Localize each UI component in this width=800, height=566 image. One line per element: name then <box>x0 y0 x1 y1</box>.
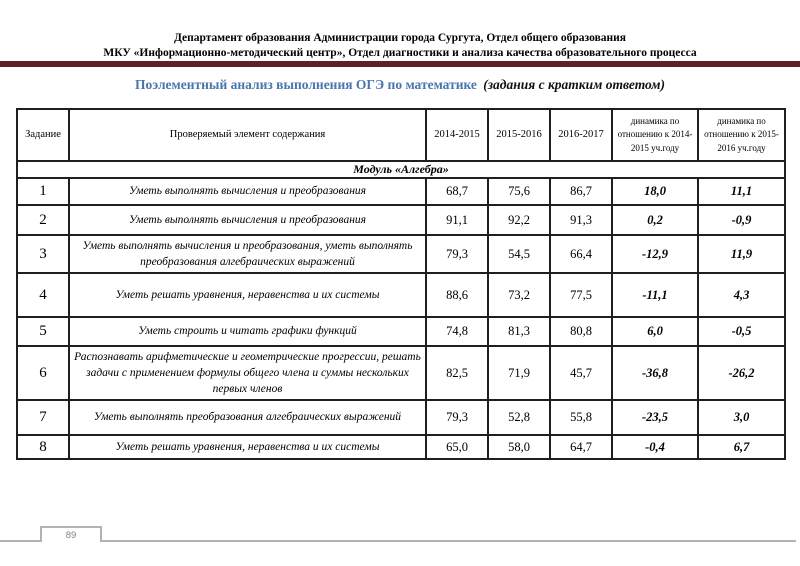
dynamics-vs-2015-2016: -0,9 <box>698 205 785 235</box>
value-2015-2016: 73,2 <box>488 273 550 317</box>
table-row <box>17 400 785 435</box>
page-title-note: (задания с кратким ответом) <box>483 77 666 92</box>
table-row <box>17 346 785 400</box>
table-row <box>17 317 785 346</box>
dynamics-vs-2014-2015: -12,9 <box>612 235 698 273</box>
value-2015-2016: 71,9 <box>488 346 550 400</box>
task-number: 4 <box>17 273 69 317</box>
value-2015-2016: 81,3 <box>488 317 550 346</box>
page-number: 89 <box>65 529 77 541</box>
value-2014-2015: 88,6 <box>426 273 488 317</box>
value-2016-2017: 86,7 <box>550 178 612 205</box>
dynamics-vs-2014-2015: -36,8 <box>612 346 698 400</box>
org-header <box>0 31 800 61</box>
value-2014-2015: 82,5 <box>426 346 488 400</box>
page-title-main: Поэлементный анализ выполнения ОГЭ по математике <box>134 77 477 92</box>
value-2014-2015: 65,0 <box>426 435 488 459</box>
table-row <box>17 435 785 459</box>
task-content: Распознавать арифметические и геометрические прогрессии, решать задачи с применением формулы общего члена и суммы нескольких первых членов <box>69 346 426 400</box>
dynamics-vs-2015-2016: 3,0 <box>698 400 785 435</box>
value-2015-2016: 52,8 <box>488 400 550 435</box>
value-2015-2016: 58,0 <box>488 435 550 459</box>
col-header-year-2016-2017: 2016-2017 <box>550 109 612 161</box>
dynamics-vs-2015-2016: -26,2 <box>698 346 785 400</box>
task-content: Уметь строить и читать графики функций <box>69 317 426 346</box>
dynamics-vs-2014-2015: -23,5 <box>612 400 698 435</box>
task-number: 2 <box>17 205 69 235</box>
footer-divider-line <box>0 540 796 542</box>
dynamics-vs-2014-2015: 6,0 <box>612 317 698 346</box>
value-2014-2015: 79,3 <box>426 235 488 273</box>
task-number: 6 <box>17 346 69 400</box>
col-header-dynamics-2015-2016: динамика по отношению к 2015-2016 уч.году <box>698 109 785 161</box>
section-header-algebra: Модуль «Алгебра» <box>17 161 785 178</box>
value-2015-2016: 54,5 <box>488 235 550 273</box>
dynamics-vs-2014-2015: -11,1 <box>612 273 698 317</box>
page-title <box>0 77 800 93</box>
value-2014-2015: 74,8 <box>426 317 488 346</box>
value-2014-2015: 79,3 <box>426 400 488 435</box>
task-number: 7 <box>17 400 69 435</box>
value-2016-2017: 55,8 <box>550 400 612 435</box>
task-number: 5 <box>17 317 69 346</box>
dynamics-vs-2014-2015: 0,2 <box>612 205 698 235</box>
value-2014-2015: 68,7 <box>426 178 488 205</box>
dynamics-vs-2015-2016: 6,7 <box>698 435 785 459</box>
value-2016-2017: 64,7 <box>550 435 612 459</box>
task-content: Уметь решать уравнения, неравенства и их системы <box>69 273 426 317</box>
value-2016-2017: 45,7 <box>550 346 612 400</box>
org-header-line2: МКУ «Информационно-методический центр», Отдел диагностики и анализа качества образовательного процесса <box>103 47 697 60</box>
analysis-table <box>16 108 786 460</box>
accent-divider-bar <box>0 61 800 67</box>
col-header-year-2015-2016: 2015-2016 <box>488 109 550 161</box>
task-content: Уметь решать уравнения, неравенства и их системы <box>69 435 426 459</box>
dynamics-vs-2014-2015: -0,4 <box>612 435 698 459</box>
value-2016-2017: 77,5 <box>550 273 612 317</box>
col-header-content: Проверяемый элемент содержания <box>69 109 426 161</box>
table-row <box>17 273 785 317</box>
dynamics-vs-2015-2016: 11,9 <box>698 235 785 273</box>
org-header-line1: Департамент образования Администрации города Сургута, Отдел общего образования <box>173 32 627 44</box>
value-2016-2017: 66,4 <box>550 235 612 273</box>
col-header-task: Задание <box>17 109 69 161</box>
dynamics-vs-2015-2016: -0,5 <box>698 317 785 346</box>
task-number: 8 <box>17 435 69 459</box>
table-row <box>17 205 785 235</box>
table-row <box>17 235 785 273</box>
task-content: Уметь выполнять преобразования алгебраических выражений <box>69 400 426 435</box>
task-number: 1 <box>17 178 69 205</box>
table-section-row <box>17 161 785 178</box>
value-2016-2017: 80,8 <box>550 317 612 346</box>
value-2015-2016: 92,2 <box>488 205 550 235</box>
dynamics-vs-2014-2015: 18,0 <box>612 178 698 205</box>
value-2016-2017: 91,3 <box>550 205 612 235</box>
dynamics-vs-2015-2016: 11,1 <box>698 178 785 205</box>
task-content: Уметь выполнять вычисления и преобразования <box>69 178 426 205</box>
task-number: 3 <box>17 235 69 273</box>
dynamics-vs-2015-2016: 4,3 <box>698 273 785 317</box>
task-content: Уметь выполнять вычисления и преобразования, уметь выполнять преобразования алгебраических выражений <box>69 235 426 273</box>
page-number-tab <box>40 526 102 542</box>
task-content: Уметь выполнять вычисления и преобразования <box>69 205 426 235</box>
value-2014-2015: 91,1 <box>426 205 488 235</box>
value-2015-2016: 75,6 <box>488 178 550 205</box>
col-header-dynamics-2014-2015: динамика по отношению к 2014-2015 уч.году <box>612 109 698 161</box>
col-header-year-2014-2015: 2014-2015 <box>426 109 488 161</box>
table-header-row <box>17 109 785 161</box>
table-row <box>17 178 785 205</box>
